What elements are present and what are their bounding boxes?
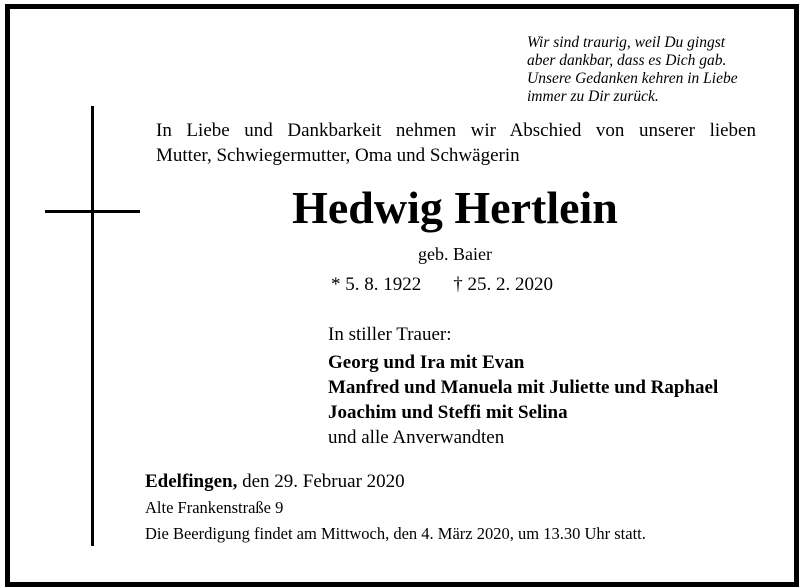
- intro-line: Mutter, Schwiegermutter, Oma und Schwägerin: [156, 145, 520, 166]
- intro-line: In Liebe und Dankbarkeit nehmen wir Abschied von unserer lieben: [156, 120, 756, 141]
- notice-date: den 29. Februar 2020: [237, 471, 405, 492]
- birth-name: geb. Baier: [418, 244, 492, 264]
- deceased-name: Hedwig Hertlein: [292, 182, 618, 233]
- place-date: [145, 469, 646, 495]
- address: Alte Frankenstraße 9: [145, 498, 284, 517]
- cross-icon-bar: [45, 210, 140, 213]
- poem-line: immer zu Dir zurück.: [527, 88, 659, 105]
- mourner-family: Georg und Ira mit Evan: [328, 352, 525, 373]
- mourning-heading: In stiller Trauer:: [328, 324, 452, 345]
- mourner-relatives: und alle Anverwandten: [328, 427, 505, 448]
- mourners-list: [328, 322, 718, 450]
- poem-line: Unsere Gedanken kehren in Liebe: [527, 70, 738, 87]
- town-name: Edelfingen,: [145, 471, 238, 492]
- cross-icon: [91, 106, 94, 546]
- notice-footer: [145, 469, 646, 547]
- intro-text: [156, 118, 756, 168]
- mourner-family: Manfred und Manuela mit Juliette und Raphael: [328, 377, 719, 398]
- memorial-poem: [527, 34, 777, 106]
- poem-line: Wir sind traurig, weil Du gingst: [527, 34, 726, 51]
- funeral-info: Die Beerdigung findet am Mittwoch, den 4. März 2020, um 13.30 Uhr statt.: [145, 524, 646, 543]
- life-dates: [331, 273, 553, 297]
- death-date: † 25. 2. 2020: [453, 274, 553, 295]
- poem-line: aber dankbar, dass es Dich gab.: [527, 52, 727, 69]
- birth-date: * 5. 8. 1922: [331, 274, 422, 295]
- mourner-family: Joachim und Steffi mit Selina: [328, 402, 568, 423]
